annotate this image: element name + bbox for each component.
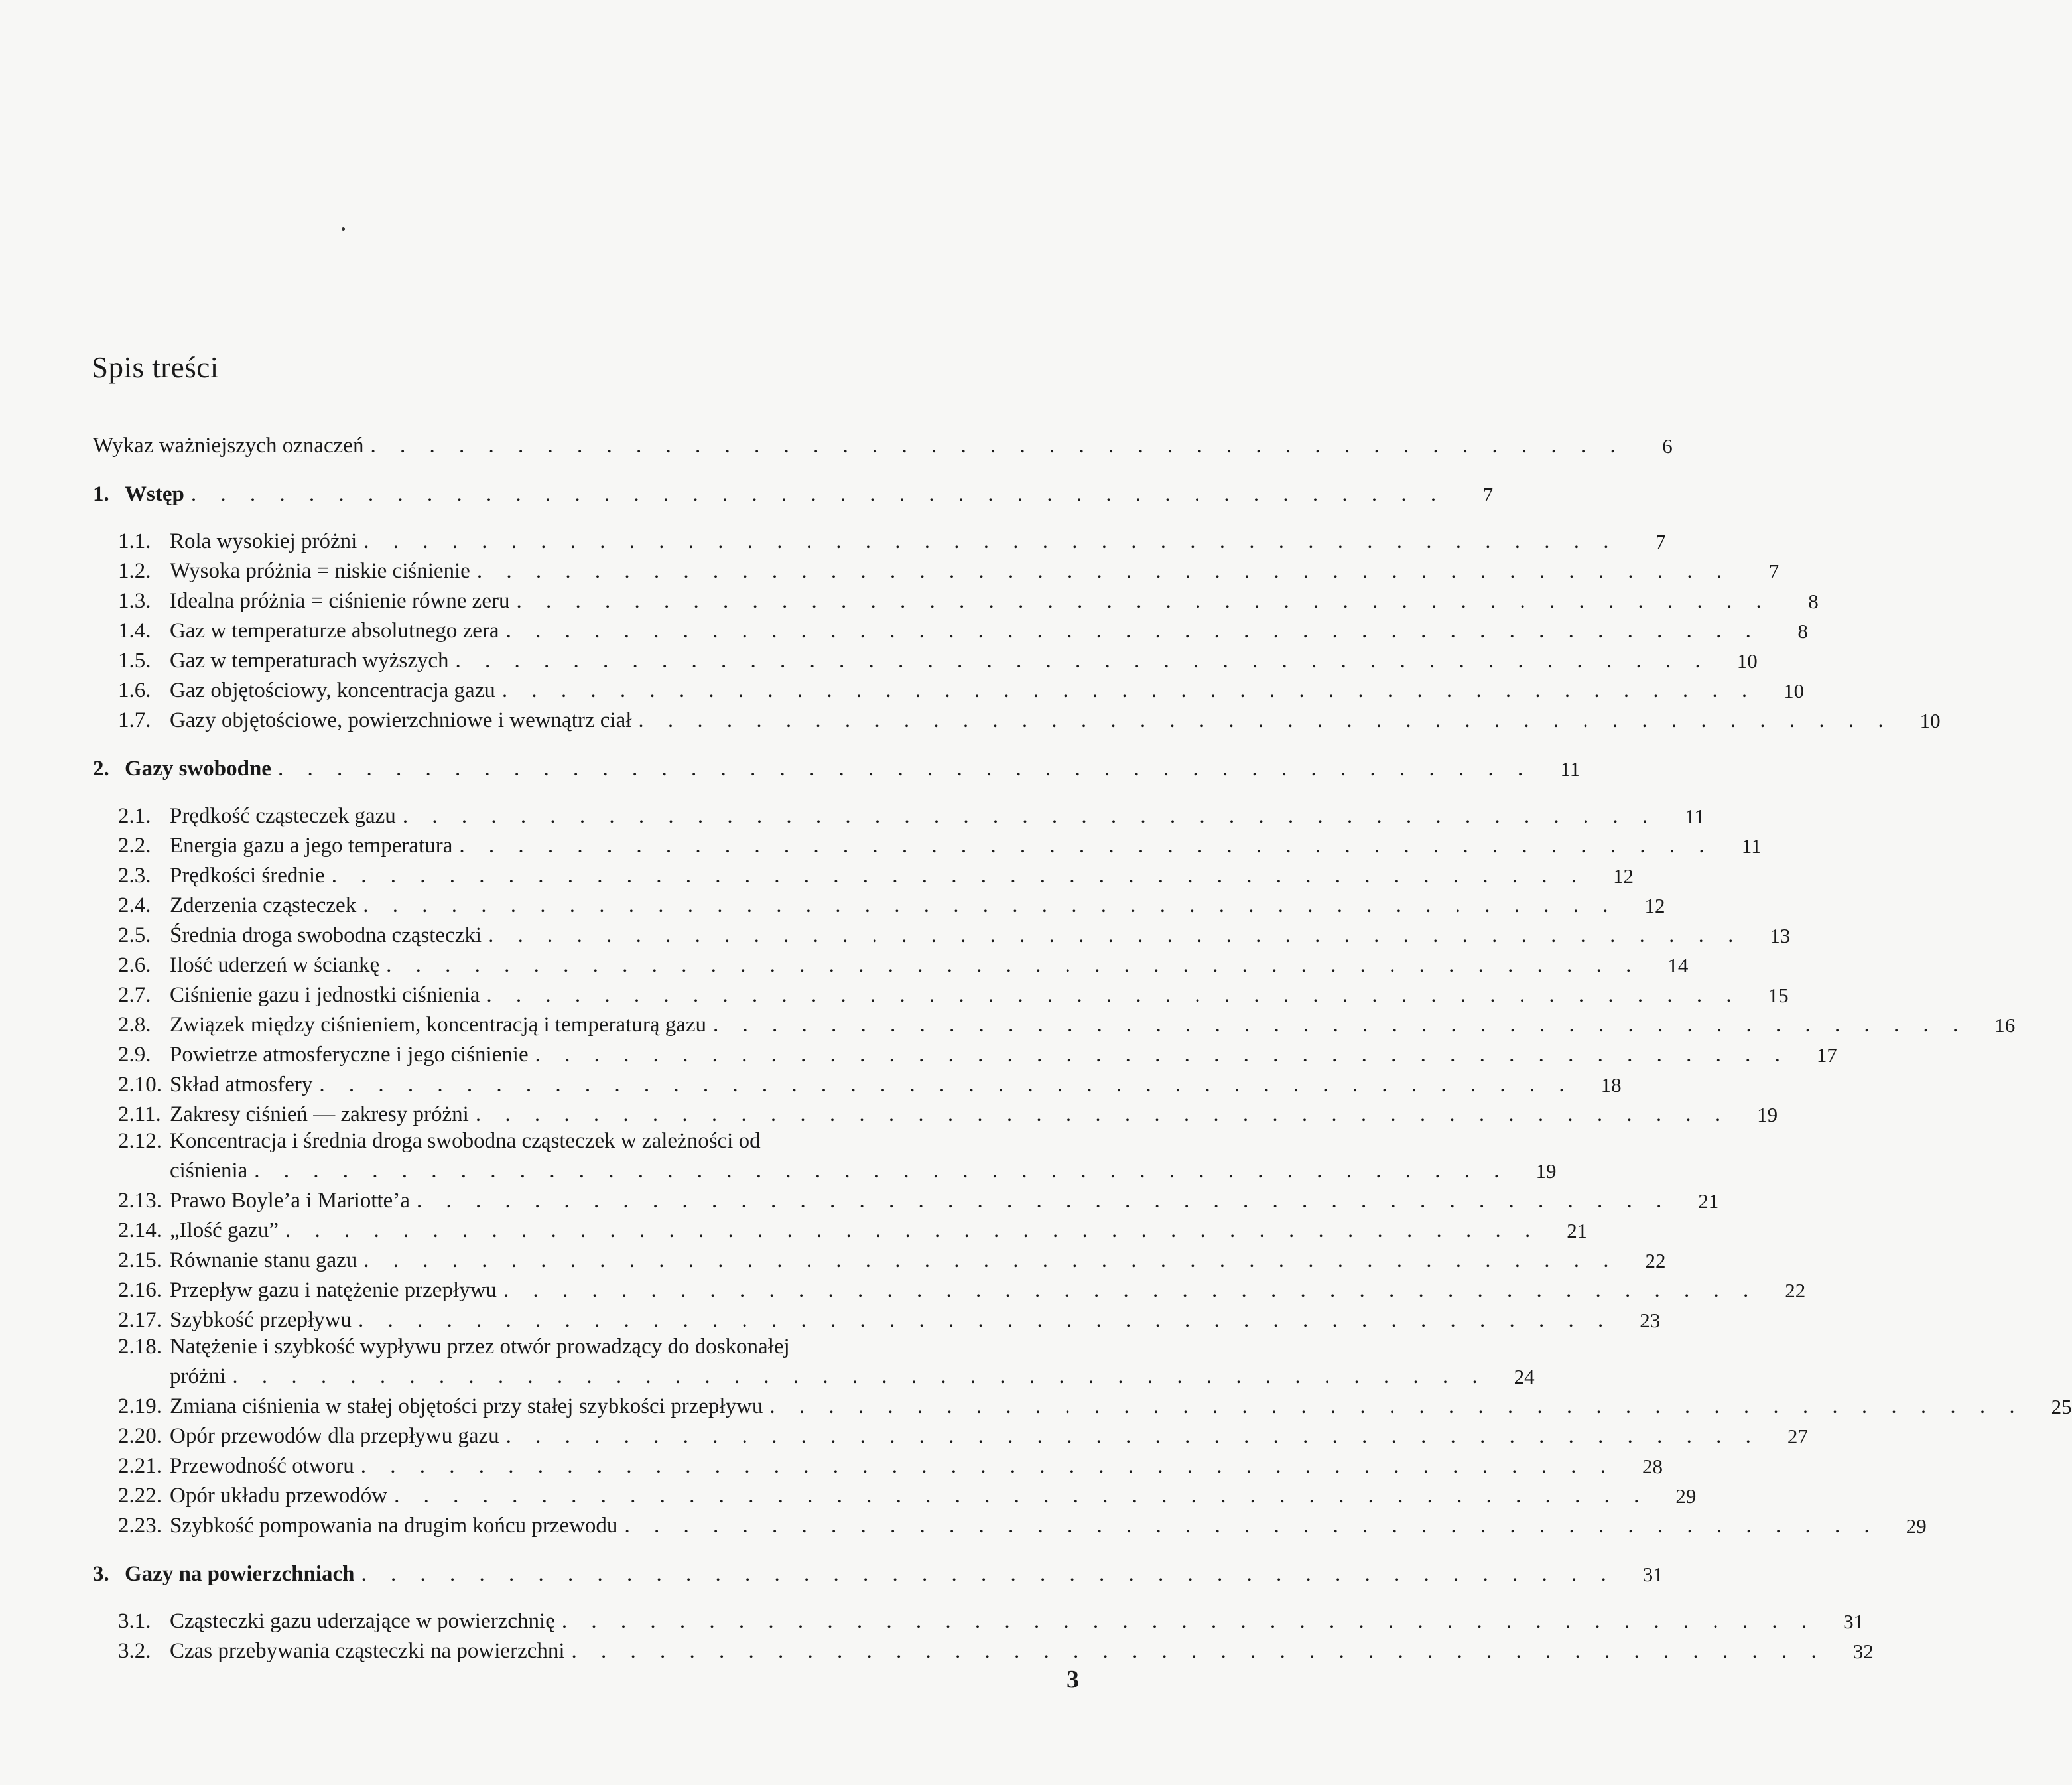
leader-dots: . . . . . . . . . . . . . . . . . . . . . . . . . . . . . . . . . . . . . . . . . . . bbox=[360, 1454, 1615, 1478]
leader-dots: . . . . . . . . . . . . . . . . . . . . . . . . . . . . . . . . . . . . . . . . . . . bbox=[370, 434, 1625, 458]
entry-number: 3.2. bbox=[118, 1639, 151, 1663]
entry-number: 2.2. bbox=[118, 834, 151, 858]
entry-number: 1.5. bbox=[118, 649, 151, 673]
entry-title: Gazy swobodne bbox=[125, 757, 271, 781]
entry-title: Wykaz ważniejszych oznaczeń bbox=[93, 434, 364, 458]
leader-dots: . . . . . . . . . . . . . . . . . . . . . . . . . . . . . . . . . . . . . . . . . . . bbox=[486, 983, 1741, 1007]
toc-section[interactable] bbox=[93, 980, 1789, 1010]
entry-title: Gaz w temperaturach wyższych bbox=[170, 649, 449, 673]
leader-dots: . . . . . . . . . . . . . . . . . . . . . . . . . . . . . . . . . . . . . . . . . . . bbox=[319, 1073, 1574, 1096]
entry-number: 2.17. bbox=[118, 1308, 162, 1332]
print-speck bbox=[342, 227, 345, 231]
spacer bbox=[93, 509, 1088, 527]
entry-page: 18 bbox=[1600, 1073, 1622, 1096]
entry-page: 13 bbox=[1770, 924, 1791, 947]
entry-number: 2.7. bbox=[118, 983, 151, 1007]
leader-dots: . . . . . . . . . . . . . . . . . . . . . . . . . . . . . . . . . . . . . . . . . . . bbox=[254, 1159, 1509, 1183]
entry-page: 23 bbox=[1640, 1309, 1661, 1332]
entry-page: 22 bbox=[1785, 1279, 1806, 1302]
entry-page: 7 bbox=[1768, 560, 1780, 583]
entry-number: 2.4. bbox=[118, 893, 151, 917]
spacer bbox=[93, 1541, 1088, 1559]
entry-number: 2.3. bbox=[118, 864, 151, 888]
table-of-contents bbox=[93, 431, 2072, 1666]
toc-section[interactable] bbox=[93, 1186, 1719, 1216]
entry-page: 10 bbox=[1736, 649, 1758, 673]
toc-section-continuation[interactable] bbox=[93, 1156, 1557, 1186]
toc-chapter[interactable] bbox=[93, 1559, 1663, 1589]
leader-dots: . . . . . . . . . . . . . . . . . . . . . . . . . . . . . . . . . . . . . . . . . . . bbox=[455, 649, 1710, 673]
leader-dots: . . . . . . . . . . . . . . . . . . . . . . . . . . . . . . . . . . . . . . . . . . . bbox=[501, 679, 1757, 702]
leader-dots: . . . . . . . . . . . . . . . . . . . . . . . . . . . . . . . . . . . . . . . . . . . bbox=[475, 1102, 1730, 1126]
entry-page: 25 bbox=[2051, 1395, 2072, 1418]
spacer bbox=[93, 736, 1088, 754]
entry-title: Gaz objętościowy, koncentracja gazu bbox=[170, 679, 495, 702]
entry-number: 1.2. bbox=[118, 559, 151, 583]
entry-number: 2.8. bbox=[118, 1013, 151, 1037]
toc-section[interactable] bbox=[93, 676, 1805, 706]
entry-page: 8 bbox=[1808, 590, 1819, 613]
entry-title: Koncentracja i średnia droga swobodna cząsteczek w zależności od bbox=[170, 1129, 761, 1153]
leader-dots: . . . . . . . . . . . . . . . . . . . . . . . . . . . . . . . . . . . . . . . . . . . bbox=[358, 1308, 1613, 1332]
leader-dots: . . . . . . . . . . . . . . . . . . . . . . . . . . . . . . . . . . . . . . . . . . . bbox=[503, 1278, 1758, 1302]
entry-page: 21 bbox=[1698, 1189, 1719, 1213]
entry-number: 2.9. bbox=[118, 1043, 151, 1067]
leader-dots: . . . . . . . . . . . . . . . . . . . . . . . . . . . . . . . . . . . . . . . . . . . bbox=[232, 1364, 1487, 1388]
entry-page: 21 bbox=[1567, 1219, 1588, 1242]
entry-page: 17 bbox=[1816, 1043, 1837, 1067]
entry-title: Równanie stanu gazu bbox=[170, 1248, 357, 1272]
page-number: 3 bbox=[1067, 1666, 1079, 1693]
spacer bbox=[93, 461, 1088, 480]
toc-section[interactable] bbox=[93, 1421, 1808, 1451]
entry-number: 1.1. bbox=[118, 529, 151, 553]
toc-section[interactable] bbox=[93, 1305, 1661, 1335]
entry-title: Idealna próżnia = ciśnienie równe zeru bbox=[170, 589, 510, 613]
leader-dots: . . . . . . . . . . . . . . . . . . . . . . . . . . . . . . . . . . . . . . . . . . . bbox=[535, 1043, 1789, 1067]
entry-number: 2.19. bbox=[118, 1394, 162, 1418]
entry-page: 29 bbox=[1906, 1514, 1927, 1538]
page-title: Spis treści bbox=[92, 351, 219, 384]
entry-title: Cząsteczki gazu uderzające w powierzchnię bbox=[170, 1609, 555, 1633]
toc-section[interactable] bbox=[93, 1010, 2016, 1040]
entry-number: 2.10. bbox=[118, 1073, 162, 1096]
spacer bbox=[93, 784, 1088, 801]
toc-section[interactable] bbox=[93, 646, 1758, 676]
entry-title: Opór układu przewodów bbox=[170, 1484, 388, 1508]
entry-page: 31 bbox=[1843, 1610, 1864, 1633]
entry-page: 14 bbox=[1667, 954, 1689, 977]
leader-dots: . . . . . . . . . . . . . . . . . . . . . . . . . . . . . . . . . . . . . . . . . . . bbox=[505, 1424, 1760, 1448]
toc-section[interactable] bbox=[93, 891, 1665, 921]
toc-chapter[interactable] bbox=[93, 754, 1581, 784]
toc-section[interactable] bbox=[93, 1451, 1663, 1481]
entry-title: Natężenie i szybkość wypływu przez otwór prowadzący do doskonałej bbox=[170, 1335, 790, 1358]
entry-page: 7 bbox=[1655, 530, 1666, 553]
entry-number: 2.15. bbox=[118, 1248, 162, 1272]
entry-page: 29 bbox=[1675, 1485, 1697, 1508]
entry-page: 12 bbox=[1612, 864, 1634, 888]
toc-section[interactable] bbox=[93, 861, 1634, 891]
entry-number: 2.13. bbox=[118, 1189, 162, 1213]
toc-section[interactable] bbox=[93, 557, 1780, 586]
entry-title: Średnia droga swobodna cząsteczki bbox=[170, 923, 482, 947]
entry-title: Zderzenia cząsteczek bbox=[170, 893, 357, 917]
entry-page: 31 bbox=[1642, 1563, 1663, 1586]
entry-title: Szybkość pompowania na drugim końcu przewodu bbox=[170, 1514, 618, 1538]
entry-page: 7 bbox=[1482, 483, 1494, 506]
entry-number: 2.5. bbox=[118, 923, 151, 947]
leader-dots: . . . . . . . . . . . . . . . . . . . . . . . . . . . . . . . . . . . . . . . . . . . bbox=[402, 804, 1657, 828]
entry-title: Prędkość cząsteczek gazu bbox=[170, 804, 396, 828]
entry-number: 2.14. bbox=[118, 1219, 162, 1242]
entry-title: Rola wysokiej próżni bbox=[170, 529, 357, 553]
leader-dots: . . . . . . . . . . . . . . . . . . . . . . . . . . . . . . . . . . . . . . . . . . . bbox=[363, 893, 1618, 917]
leader-dots: . . . . . . . . . . . . . . . . . . . . . . . . . . . . . . . . . . . . . . . . . . . bbox=[331, 864, 1586, 888]
leader-dots: . . . . . . . . . . . . . . . . . . . . . . . . . . . . . . . . . . . . . . . . . . . bbox=[386, 953, 1641, 977]
entry-title: Przepływ gazu i natężenie przepływu bbox=[170, 1278, 497, 1302]
entry-number: 2.21. bbox=[118, 1454, 162, 1478]
entry-number: 2.6. bbox=[118, 953, 151, 977]
entry-page: 22 bbox=[1645, 1249, 1666, 1272]
entry-page: 11 bbox=[1560, 758, 1581, 781]
entry-title: Powietrze atmosferyczne i jego ciśnienie bbox=[170, 1043, 529, 1067]
entry-page: 28 bbox=[1642, 1455, 1663, 1478]
leader-dots: . . . . . . . . . . . . . . . . . . . . . . . . . . . . . . . . . . . . . . . . . . . bbox=[190, 482, 1446, 506]
toc-section[interactable] bbox=[93, 1040, 1837, 1070]
entry-page: 6 bbox=[1662, 434, 1673, 458]
leader-dots: . . . . . . . . . . . . . . . . . . . . . . . . . . . . . . . . . . . . . . . . . . . bbox=[394, 1484, 1649, 1508]
entry-title: Ciśnienie gazu i jednostki ciśnienia bbox=[170, 983, 480, 1007]
entry-title: Prędkości średnie bbox=[170, 864, 325, 888]
toc-section[interactable] bbox=[93, 951, 1689, 980]
entry-title: Gazy objętościowe, powierzchniowe i wewnątrz ciał bbox=[170, 708, 632, 732]
entry-title: Gazy na powierzchniach bbox=[125, 1562, 355, 1586]
entry-number: 2.11. bbox=[118, 1102, 161, 1126]
entry-title: Wysoka próżnia = niskie ciśnienie bbox=[170, 559, 470, 583]
entry-page: 27 bbox=[1787, 1425, 1808, 1448]
toc-section[interactable] bbox=[93, 1130, 1088, 1156]
entry-number: 2.1. bbox=[118, 804, 151, 828]
entry-page: 19 bbox=[1757, 1103, 1778, 1126]
entry-number: 2.22. bbox=[118, 1484, 162, 1508]
entry-number: 3. bbox=[93, 1562, 109, 1586]
toc-section[interactable] bbox=[93, 706, 1941, 736]
entry-page: 10 bbox=[1919, 709, 1941, 732]
entry-number: 1.7. bbox=[118, 708, 151, 732]
entry-page: 16 bbox=[1994, 1014, 2016, 1037]
entry-title: Gaz w temperaturze absolutnego zera bbox=[170, 619, 499, 643]
entry-page: 15 bbox=[1768, 984, 1789, 1007]
spacer bbox=[93, 1589, 1088, 1607]
entry-page: 24 bbox=[1514, 1365, 1535, 1388]
entry-title: Energia gazu a jego temperatura bbox=[170, 834, 453, 858]
toc-section[interactable] bbox=[93, 586, 1819, 616]
leader-dots: . . . . . . . . . . . . . . . . . . . . . . . . . . . . . . . . . . . . . . . . . . . bbox=[624, 1514, 1879, 1538]
entry-number: 1.3. bbox=[118, 589, 151, 613]
leader-dots: . . . . . . . . . . . . . . . . . . . . . . . . . . . . . . . . . . . . . . . . . . . bbox=[516, 589, 1771, 613]
leader-dots: . . . . . . . . . . . . . . . . . . . . . . . . . . . . . . . . . . . . . . . . . . . bbox=[459, 834, 1714, 858]
leader-dots: . . . . . . . . . . . . . . . . . . . . . . . . . . . . . . . . . . . . . . . . . . . bbox=[361, 1562, 1616, 1586]
entry-number: 1.6. bbox=[118, 679, 151, 702]
toc-section[interactable] bbox=[93, 1607, 1864, 1636]
toc-section[interactable] bbox=[93, 1100, 1778, 1130]
toc-section-continuation[interactable] bbox=[93, 1362, 1535, 1392]
entry-title: próżni bbox=[170, 1364, 226, 1388]
entry-page: 19 bbox=[1535, 1159, 1557, 1183]
entry-number: 2.18. bbox=[118, 1335, 162, 1358]
toc-section[interactable] bbox=[93, 1070, 1622, 1100]
leader-dots: . . . . . . . . . . . . . . . . . . . . . . . . . . . . . . . . . . . . . . . . . . . bbox=[713, 1013, 1968, 1037]
leader-dots: . . . . . . . . . . . . . . . . . . . . . . . . . . . . . . . . . . . . . . . . . . . bbox=[277, 757, 1533, 781]
leader-dots: . . . . . . . . . . . . . . . . . . . . . . . . . . . . . . . . . . . . . . . . . . . bbox=[285, 1219, 1540, 1242]
toc-section[interactable] bbox=[93, 616, 1808, 646]
toc-section[interactable] bbox=[93, 1246, 1666, 1276]
leader-dots: . . . . . . . . . . . . . . . . . . . . . . . . . . . . . . . . . . . . . . . . . . . bbox=[638, 708, 1893, 732]
entry-page: 8 bbox=[1797, 620, 1808, 643]
entry-title: Ilość uderzeń w ściankę bbox=[170, 953, 380, 977]
entry-number: 2.16. bbox=[118, 1278, 162, 1302]
toc-section[interactable] bbox=[93, 831, 1762, 861]
leader-dots: . . . . . . . . . . . . . . . . . . . . . . . . . . . . . . . . . . . . . . . . . . . bbox=[571, 1639, 1826, 1663]
leader-dots: . . . . . . . . . . . . . . . . . . . . . . . . . . . . . . . . . . . . . . . . . . . bbox=[363, 529, 1618, 553]
toc-section[interactable] bbox=[93, 1636, 1874, 1666]
leader-dots: . . . . . . . . . . . . . . . . . . . . . . . . . . . . . . . . . . . . . . . . . . . bbox=[561, 1609, 1817, 1633]
toc-section[interactable] bbox=[93, 1216, 1588, 1246]
entry-title: Zmiana ciśnienia w stałej objętości przy stałej szybkości przepływu bbox=[170, 1394, 763, 1418]
toc-section[interactable] bbox=[93, 1511, 1927, 1541]
entry-title: „Ilość gazu” bbox=[170, 1219, 279, 1242]
entry-page: 10 bbox=[1783, 679, 1805, 702]
toc-section[interactable] bbox=[93, 1481, 1697, 1511]
entry-number: 3.1. bbox=[118, 1609, 151, 1633]
entry-page: 12 bbox=[1644, 894, 1665, 917]
leader-dots: . . . . . . . . . . . . . . . . . . . . . . . . . . . . . . . . . . . . . . . . . . . bbox=[505, 619, 1760, 643]
entry-page: 11 bbox=[1741, 834, 1762, 858]
entry-title: Prawo Boyle’a i Mariotte’a bbox=[170, 1189, 410, 1213]
leader-dots: . . . . . . . . . . . . . . . . . . . . . . . . . . . . . . . . . . . . . . . . . . . bbox=[416, 1189, 1671, 1213]
leader-dots: . . . . . . . . . . . . . . . . . . . . . . . . . . . . . . . . . . . . . . . . . . . bbox=[769, 1394, 2024, 1418]
entry-title: Czas przebywania cząsteczki na powierzchni bbox=[170, 1639, 565, 1663]
entry-title: Szybkość przepływu bbox=[170, 1308, 352, 1332]
toc-section[interactable] bbox=[93, 1276, 1806, 1305]
entry-title: Zakresy ciśnień — zakresy próżni bbox=[170, 1102, 469, 1126]
toc-entry-notation[interactable] bbox=[93, 431, 1673, 461]
entry-title: Opór przewodów dla przepływu gazu bbox=[170, 1424, 499, 1448]
entry-title: Związek między ciśnieniem, koncentracją i temperaturą gazu bbox=[170, 1013, 707, 1037]
entry-page: 32 bbox=[1852, 1640, 1874, 1663]
entry-number: 2.20. bbox=[118, 1424, 162, 1448]
entry-title: Przewodność otworu bbox=[170, 1454, 354, 1478]
toc-section[interactable] bbox=[93, 1335, 1088, 1362]
entry-number: 2.12. bbox=[118, 1129, 162, 1153]
toc-section[interactable] bbox=[93, 801, 1705, 831]
toc-section[interactable] bbox=[93, 527, 1666, 557]
entry-title: ciśnienia bbox=[170, 1159, 248, 1183]
entry-page: 11 bbox=[1685, 805, 1705, 828]
entry-number: 1.4. bbox=[118, 619, 151, 643]
entry-title: Wstęp bbox=[125, 482, 184, 506]
leader-dots: . . . . . . . . . . . . . . . . . . . . . . . . . . . . . . . . . . . . . . . . . . . bbox=[363, 1248, 1618, 1272]
toc-chapter[interactable] bbox=[93, 480, 1494, 509]
leader-dots: . . . . . . . . . . . . . . . . . . . . . . . . . . . . . . . . . . . . . . . . . . . bbox=[476, 559, 1732, 583]
toc-section[interactable] bbox=[93, 921, 1791, 951]
entry-number: 2.23. bbox=[118, 1514, 162, 1538]
entry-number: 2. bbox=[93, 757, 109, 781]
entry-number: 1. bbox=[93, 482, 109, 506]
entry-title: Skład atmosfery bbox=[170, 1073, 313, 1096]
toc-section[interactable] bbox=[93, 1392, 2072, 1421]
leader-dots: . . . . . . . . . . . . . . . . . . . . . . . . . . . . . . . . . . . . . . . . . . . bbox=[488, 923, 1743, 947]
